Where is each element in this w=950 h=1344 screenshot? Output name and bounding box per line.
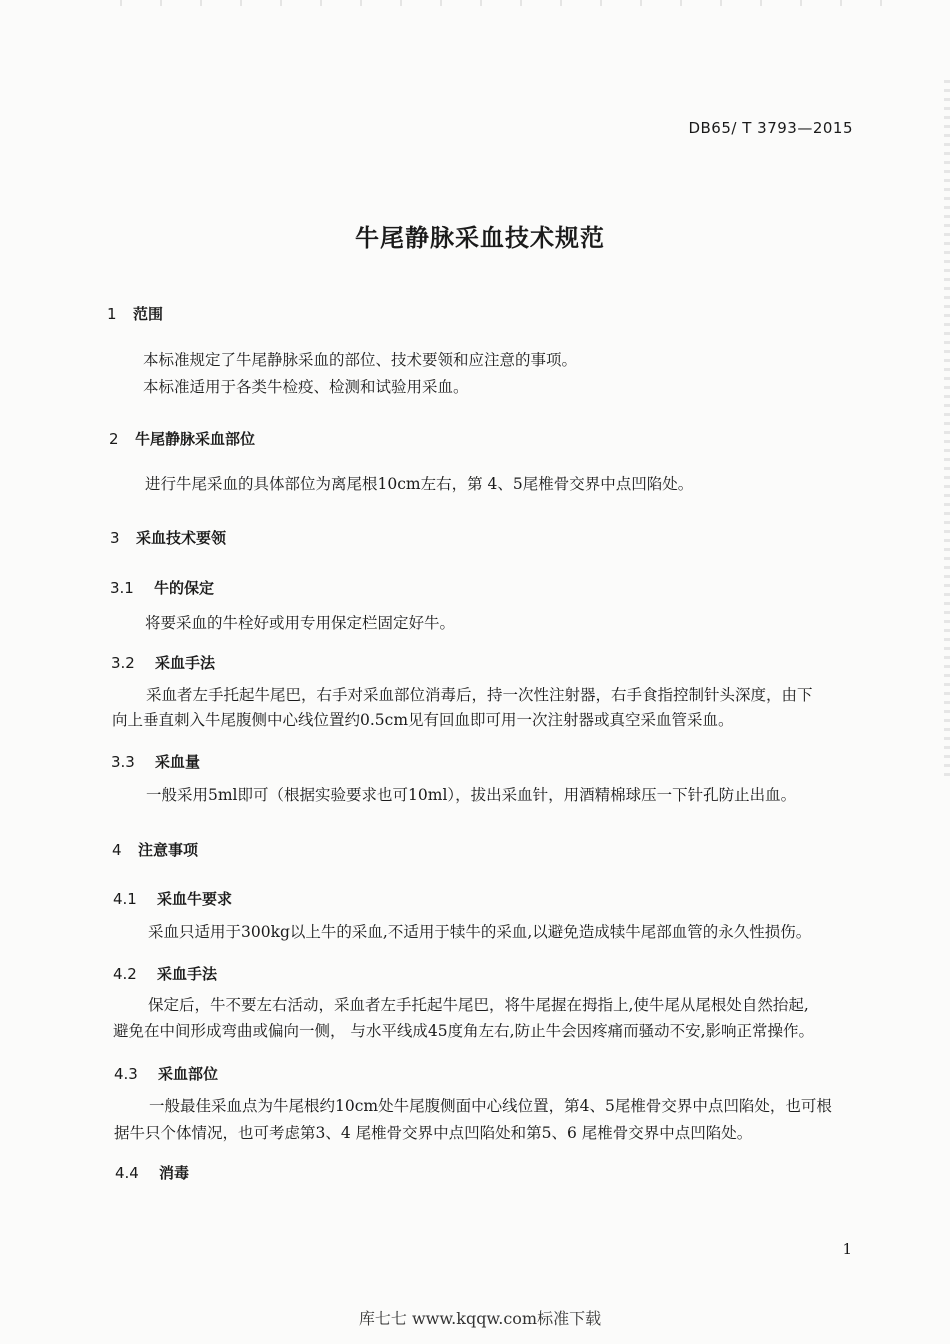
section-number: 1 — [107, 305, 117, 323]
subsection-heading-4-1 — [113, 888, 232, 909]
paragraph: 保定后，牛不要左右活动，采血者左手托起牛尾巴，将牛尾握在拇指上,使牛尾从尾根处自然抬起, — [148, 996, 809, 1014]
subsection-title: 采血手法 — [157, 965, 218, 983]
subsection-title: 采血部位 — [158, 1065, 219, 1083]
paragraph: 向上垂直刺入牛尾腹侧中心线位置约0.5cm见有回血即可用一次注射器或真空采血管采血。 — [112, 711, 734, 729]
paragraph: 采血者左手托起牛尾巴，右手对采血部位消毒后，持一次性注射器，右手食指控制针头深度，由下 — [146, 686, 813, 704]
section-title: 范围 — [133, 305, 164, 323]
subsection-title: 采血量 — [155, 753, 201, 771]
document-title: 牛尾静脉采血技术规范 — [355, 224, 605, 252]
subsection-number: 4.2 — [113, 965, 137, 983]
subsection-title: 消毒 — [159, 1164, 190, 1182]
subsection-heading-3-3 — [111, 751, 200, 772]
section-title: 注意事项 — [138, 841, 199, 859]
paragraph: 采血只适用于300kg以上牛的采血,不适用于犊牛的采血,以避免造成犊牛尾部血管的永久性损伤。 — [148, 923, 812, 941]
section-heading-4 — [112, 839, 198, 860]
subsection-title: 采血牛要求 — [157, 890, 233, 908]
section-number: 4 — [112, 841, 122, 859]
scan-artifact-edge — [944, 80, 950, 780]
section-number: 2 — [109, 430, 119, 448]
subsection-heading-4-3 — [114, 1063, 218, 1084]
section-heading-3 — [110, 527, 226, 548]
scan-artifact-top — [120, 0, 920, 6]
paragraph: 将要采血的牛栓好或用专用保定栏固定好牛。 — [145, 614, 456, 632]
subsection-heading-3-1 — [110, 577, 214, 598]
section-heading-1 — [107, 303, 163, 324]
subsection-heading-3-2 — [111, 652, 215, 673]
section-title: 牛尾静脉采血部位 — [135, 430, 256, 448]
subsection-number: 3.1 — [110, 579, 134, 597]
subsection-number: 3.2 — [111, 654, 135, 672]
subsection-number: 3.3 — [111, 753, 135, 771]
paragraph: 据牛只个体情况，也可考虑第3、4 尾椎骨交界中点凹陷处和第5、6 尾椎骨交界中点凹陷处。 — [114, 1124, 753, 1142]
section-number: 3 — [110, 529, 120, 547]
subsection-heading-4-2 — [113, 963, 217, 984]
subsection-heading-4-4 — [115, 1162, 189, 1183]
paragraph: 进行牛尾采血的具体部位为离尾根10cm左右，第 4、5尾椎骨交界中点凹陷处。 — [145, 475, 694, 493]
subsection-title: 采血手法 — [155, 654, 216, 672]
section-title: 采血技术要领 — [136, 529, 227, 547]
subsection-number: 4.3 — [114, 1065, 138, 1083]
subsection-title: 牛的保定 — [154, 579, 215, 597]
paragraph: 本标准规定了牛尾静脉采血的部位、技术要领和应注意的事项。 — [143, 351, 578, 369]
paragraph: 一般最佳采血点为牛尾根约10cm处牛尾腹侧面中心线位置，第4、5尾椎骨交界中点凹陷处，也可根 — [149, 1097, 832, 1115]
section-heading-2 — [109, 428, 255, 449]
footer-watermark: 库七七 www.kqqw.com标准下载 — [358, 1309, 602, 1328]
paragraph: 一般采用5ml即可（根据实验要求也可10ml），拔出采血针，用酒精棉球压一下针孔防止出血。 — [146, 786, 797, 804]
subsection-number: 4.1 — [113, 890, 137, 908]
document-code: DB65/ T 3793—2015 — [688, 119, 853, 137]
subsection-number: 4.4 — [115, 1164, 139, 1182]
paragraph: 本标准适用于各类牛检疫、检测和试验用采血。 — [143, 378, 469, 396]
page-number: 1 — [842, 1240, 852, 1258]
paragraph: 避免在中间形成弯曲或偏向一侧， 与水平线成45度角左右,防止牛会因疼痛而骚动不安,影响正常操作。 — [113, 1022, 815, 1040]
